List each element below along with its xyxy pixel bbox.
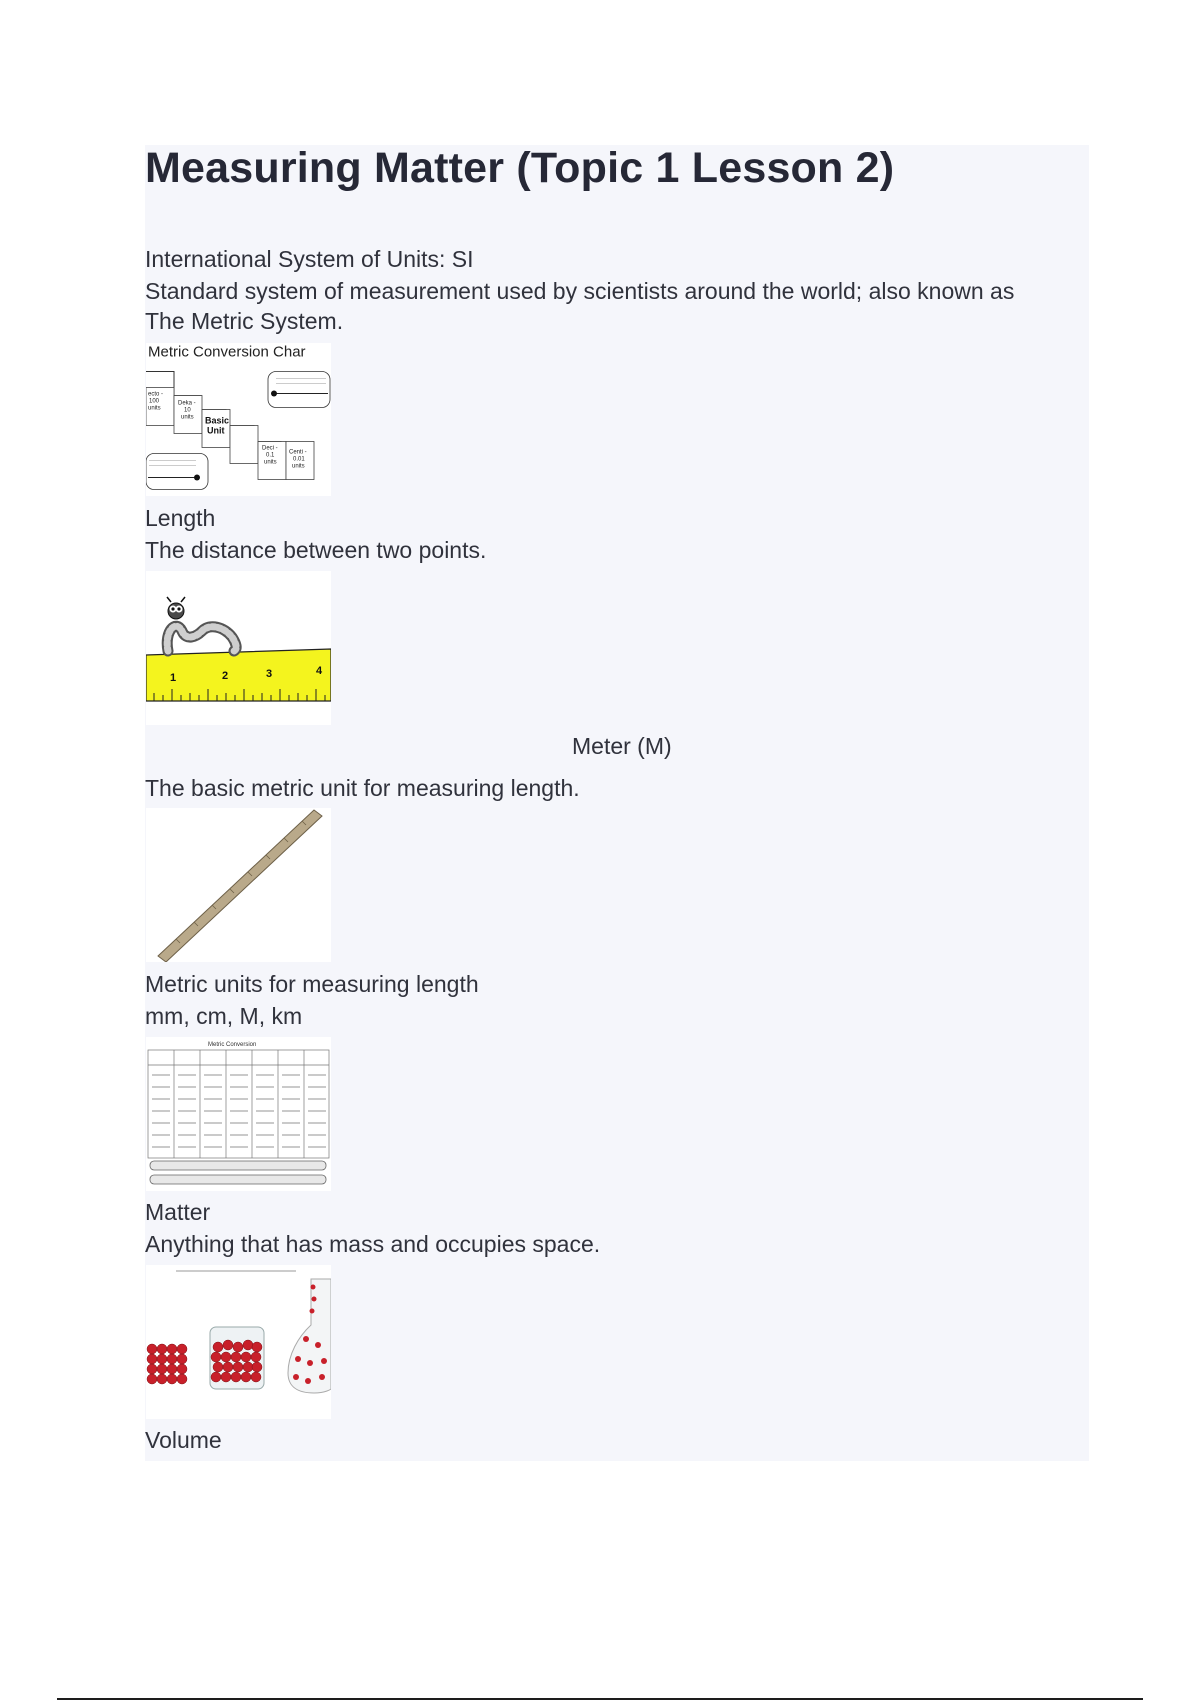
svg-text:Deka -: Deka - bbox=[178, 400, 196, 407]
matter-definition: Anything that has mass and occupies space. bbox=[145, 1231, 601, 1257]
svg-text:Deci -: Deci - bbox=[262, 445, 278, 452]
metric-conversion-table-image bbox=[146, 1037, 331, 1191]
svg-text:units: units bbox=[292, 463, 305, 470]
metric-conversion-chart-image bbox=[146, 343, 331, 496]
si-definition-line-2: The Metric System. bbox=[145, 308, 344, 334]
table-title: Metric Conversion bbox=[208, 1042, 257, 1048]
meter-definition: The basic metric unit for measuring length. bbox=[145, 775, 580, 801]
metric-units-list: mm, cm, M, km bbox=[145, 1003, 303, 1029]
length-term: Length bbox=[145, 505, 216, 531]
meter-stick-graphic bbox=[146, 808, 331, 962]
svg-text:units: units bbox=[181, 414, 194, 421]
inchworm-ruler-graphic bbox=[146, 571, 331, 725]
svg-text:10: 10 bbox=[184, 407, 191, 414]
svg-text:ecto -: ecto - bbox=[148, 391, 164, 398]
states-of-matter-graphic bbox=[146, 1265, 331, 1419]
svg-text:0.1: 0.1 bbox=[266, 452, 275, 459]
volume-term: Volume bbox=[145, 1427, 222, 1453]
svg-text:Centi -: Centi - bbox=[289, 449, 307, 456]
ruler-number-1: 1 bbox=[170, 672, 177, 684]
si-definition-line-1: Standard system of measurement used by scientists around the world; also known as bbox=[145, 278, 1015, 304]
metric-units-heading: Metric units for measuring length bbox=[145, 971, 479, 997]
svg-text:Basic: Basic bbox=[205, 415, 230, 426]
page-title: Measuring Matter (Topic 1 Lesson 2) bbox=[145, 144, 895, 192]
svg-text:units: units bbox=[264, 459, 277, 466]
svg-text:units: units bbox=[148, 405, 161, 412]
ruler-number-2: 2 bbox=[222, 670, 229, 682]
ruler-number-3: 3 bbox=[266, 668, 273, 680]
chart-caption: Metric Conversion Char bbox=[148, 343, 306, 361]
si-heading: International System of Units: SI bbox=[145, 246, 474, 272]
meter-stick-image bbox=[146, 808, 331, 962]
matter-term: Matter bbox=[145, 1199, 211, 1225]
metric-conversion-chart-graphic bbox=[146, 343, 331, 496]
svg-text:0.01: 0.01 bbox=[293, 456, 305, 463]
length-definition: The distance between two points. bbox=[145, 537, 487, 563]
ruler-number-4: 4 bbox=[316, 665, 323, 677]
svg-text:Unit: Unit bbox=[207, 425, 225, 436]
svg-text:100: 100 bbox=[149, 398, 160, 405]
inchworm-ruler-image bbox=[146, 571, 331, 725]
states-of-matter-image bbox=[146, 1265, 331, 1419]
metric-conversion-table-graphic bbox=[146, 1037, 331, 1191]
meter-heading: Meter (M) bbox=[572, 733, 672, 759]
